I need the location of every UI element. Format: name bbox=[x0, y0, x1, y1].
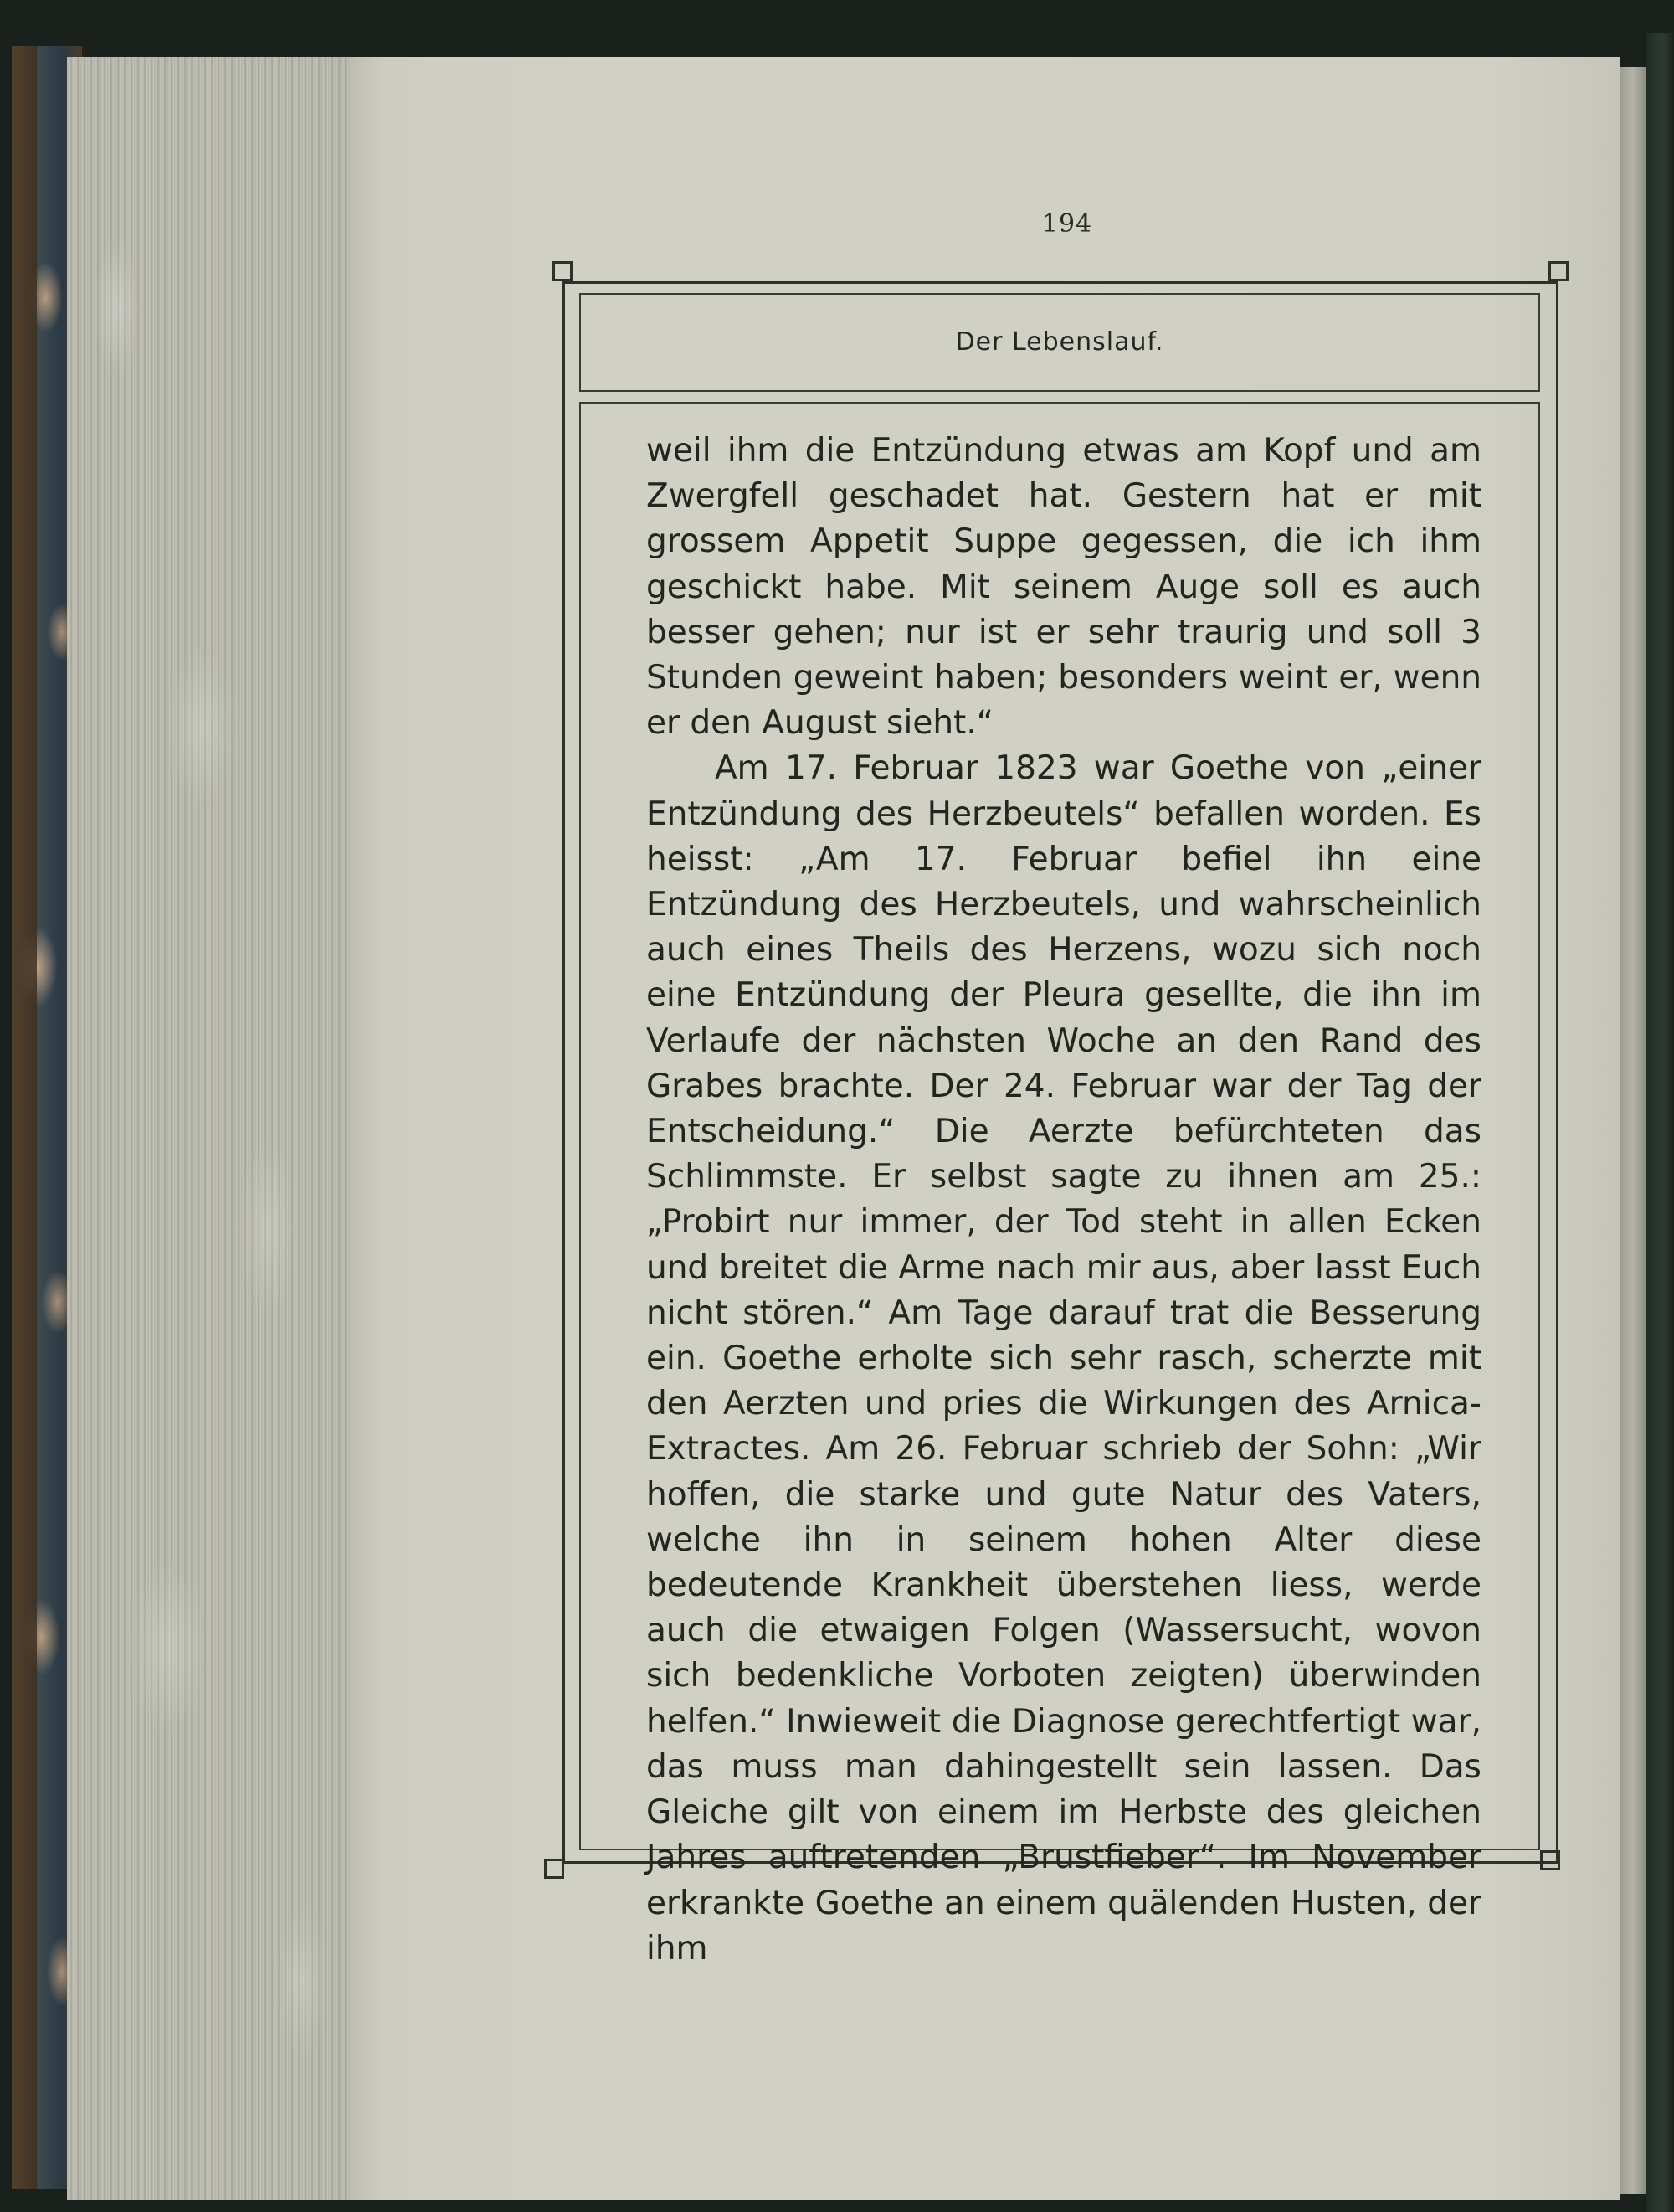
paragraph: Am 17. Februar 1823 war Goethe von „einer Entzündung des Herzbeutels“ befallen worden. Es heisst: „Am 17. Februar befiel ihn eine Entzündung des Herzbeutels, und wahrscheinlich auch eines Theils des Herzens, wozu sich noch eine Entzündung der Pleura gesellte, die ihn im Verlaufe der nächsten Woche an den Rand des Grabes brachte. Der 24. Februar war der Tag der Entscheidung.“ Die Aerzte befürchteten das Schlimmste. Er selbst sagte zu ihnen am 25.: „Probirt nur immer, der Tod steht in allen Ecken und breitet die Arme nach mir aus, aber lasst Euch nicht stören.“ Am Tage darauf trat die Besserung ein. Goethe erholte sich sehr rasch, scherzte mit den Aerzten und pries die Wirkungen des Arnica-Extractes. Am 26. Februar schrieb der Sohn: „Wir hoffen, die starke und gute Natur des Vaters, welche ihn in seinem hohen Alter diese bedeutende Krankheit überstehen liess, werde auch die etwaigen Folgen (Wassersucht, wovon sich bedenkliche Vorboten zeigten) überwinden helfen.“ Inwieweit die Diagnose gerechtfertigt war, das muss man dahingestellt sein lassen. Das Gleiche gilt von einem im Herbste des gleichen Jahres auftretenden „Brustfieber“. Im November erkrankte Goethe an einem quälenden Husten, der ihm bbox=[646, 749, 1481, 1968]
paragraph: weil ihm die Entzündung etwas am Kopf und am Zwergfell geschadet hat. Gestern hat er mit grossem Appetit Suppe gegessen, die ich ihm geschickt habe. Mit seinem Auge soll es auch besser gehen; nur ist er sehr traurig und soll 3 Stunden geweint haben; besonders weint er, wenn er den August sieht.“ bbox=[646, 432, 1481, 743]
frame-corner-top-right bbox=[1548, 261, 1569, 281]
frame-corner-bottom-left bbox=[544, 1859, 564, 1879]
body-text bbox=[646, 429, 1481, 1972]
page-number: 194 bbox=[1041, 209, 1093, 239]
running-head: Der Lebenslauf. bbox=[955, 327, 1164, 357]
frame-corner-bottom-right bbox=[1540, 1850, 1560, 1870]
frame-corner-top-left bbox=[552, 261, 573, 281]
cover-right bbox=[1646, 33, 1674, 2212]
cover-spine-edge bbox=[12, 46, 37, 2189]
facing-page-sliver bbox=[1620, 67, 1646, 2194]
page-edges bbox=[67, 57, 352, 2200]
